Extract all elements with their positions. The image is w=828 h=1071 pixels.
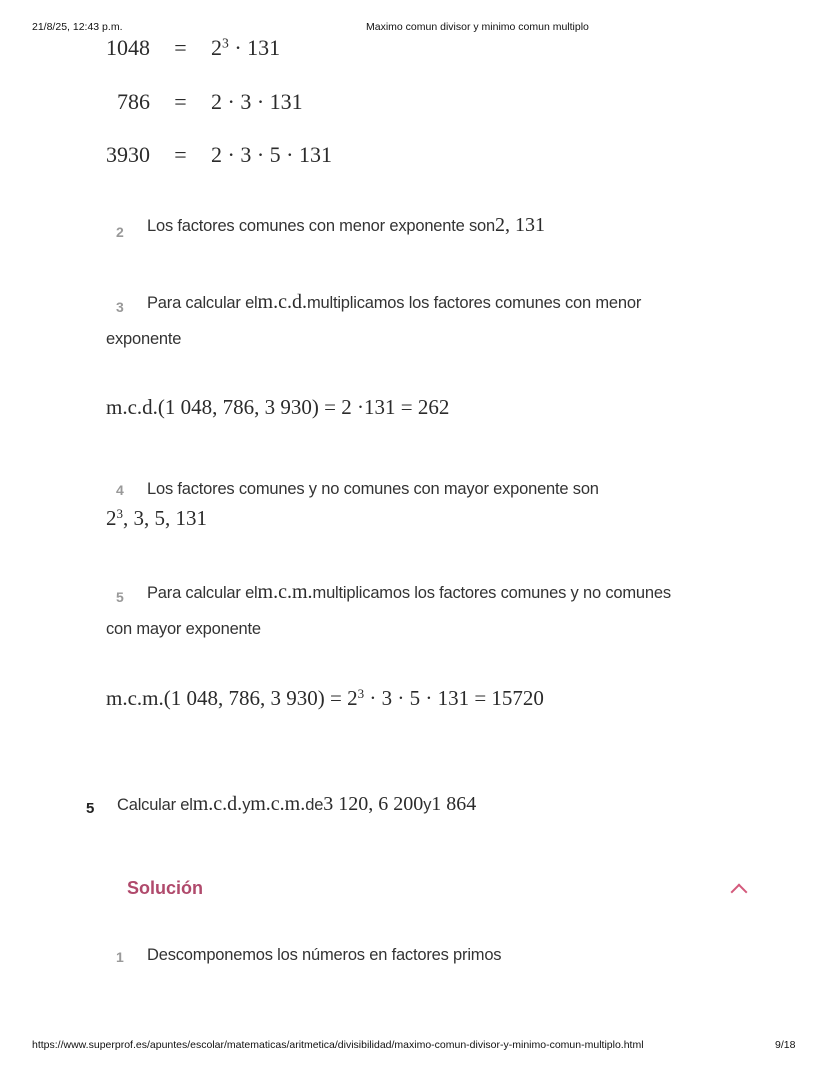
step-number: 5: [116, 589, 124, 605]
problem-statement: Calcular elm.c.d.ym.c.m.de3 120, 6 200y1 864: [117, 793, 477, 815]
problem-number: 5: [86, 800, 95, 817]
page-number: 9/18: [775, 1039, 796, 1051]
step-number: 2: [116, 224, 124, 240]
step-number: 4: [116, 482, 124, 498]
step-3-text-continued: exponente: [106, 330, 182, 348]
step-4-text: Los factores comunes y no comunes con mayor exponente son: [147, 480, 599, 498]
solution-toggle[interactable]: Solución: [127, 878, 203, 898]
factorization-row: $1048 = 2^3 \cdot 131$: [106, 35, 281, 60]
step-1-text: Descomponemos los números en factores primos: [147, 946, 502, 964]
chevron-up-icon[interactable]: [731, 884, 748, 901]
step-5-text-continued: con mayor exponente: [106, 620, 261, 638]
factorization-row: 3930 = 2 · 3 · 5 · 131: [106, 142, 332, 167]
step-number: 3: [116, 299, 124, 315]
mcm-result-equation: m.c.m.(1 048, 786, 3 $930) = 2^3 \cdot 3 \cdot 5 \cdot 131 = 15720$: [106, 685, 544, 710]
mcd-result-equation: m.c.d.(1 048, 786, 3 930) = 2 ·131 = 262: [106, 395, 450, 419]
print-url: https://www.superprof.es/apuntes/escolar/matematicas/aritmetica/divisibilidad/maximo-comun-divisor-y-minimo-comun-multiplo.html: [32, 1039, 644, 1051]
factorization-row: 786 = 2 · 3 · 131: [117, 89, 303, 114]
step-5-text: Para calcular elm.c.m.multiplicamos los factores comunes y no comunes: [147, 581, 671, 603]
step-4-factors: $2^3$, 3, 5, 131: [106, 505, 208, 530]
print-page-title: Maximo comun divisor y minimo comun multiplo: [366, 21, 589, 33]
step-number: 1: [116, 949, 124, 965]
step-2-text: Los factores comunes con menor exponente son2, 131: [147, 214, 545, 236]
step-3-text: Para calcular elm.c.d.multiplicamos los factores comunes con menor: [147, 291, 642, 313]
print-datetime: 21/8/25, 12:43 p.m.: [32, 21, 123, 33]
